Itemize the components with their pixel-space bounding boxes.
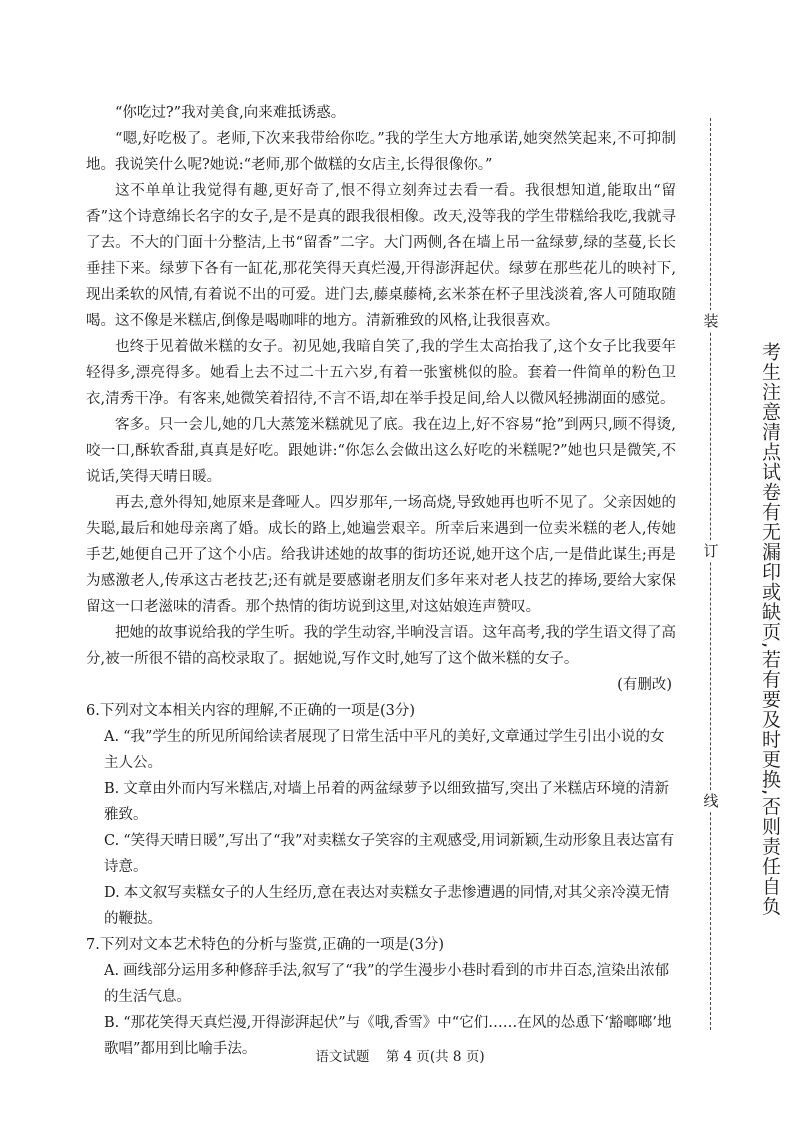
binding-dashed-line xyxy=(710,118,711,1030)
option-text: “那花笑得天真烂漫,开得澎湃起伏”与《哦,香雪》中“它们……在风的怂恿下‘豁啷啷’地歌唱”都用到比喻手法。 xyxy=(104,1015,672,1057)
question-7-option-a xyxy=(86,958,676,1010)
question-6-option-b xyxy=(86,776,676,828)
article-paragraph-7: 把她的故事说给我的学生听。我的学生动容,半晌没言语。这年高考,我的学生语文得了高分,被一所很不错的高校录取了。据她说,写作文时,她写了这个做米糕的女子。 xyxy=(86,625,676,667)
option-letter: A. xyxy=(104,729,120,745)
binding-mark-zhuang: 装 xyxy=(703,312,719,330)
question-6-option-a xyxy=(86,724,676,776)
option-text: “笑得天晴日暖”,写出了“我”对卖糕女子笑容的主观感受,用词新颖,生动形象且表达富有诗意。 xyxy=(104,833,675,875)
article-paragraph-4: 也终于见着做米糕的女子。初见她,我暗自笑了,我的学生太高抬我了,这个女子比我要年轻得多,漂亮得多。她看上去不过二十五六岁,有着一张蜜桃似的脸。套着一件简单的粉色卫衣,清秀干净。有客来,她微笑着招待,不言不语,却在举手投足间,给人以微风轻拂湖面的感觉。 xyxy=(86,339,676,407)
option-letter: D. xyxy=(104,885,120,901)
option-text: 本文叙写卖糕女子的人生经历,意在表达对卖糕女子悲惨遭遇的同情,对其父亲冷漠无情的鞭挞。 xyxy=(104,885,670,927)
article-paragraph-2: “嗯,好吃极了。老师,下次来我带给你吃。”我的学生大方地承诺,她突然笑起来,不可抑制地。我说笑什么呢?她说:“老师,那个做糕的女店主,长得很像你。” xyxy=(86,131,676,173)
article-paragraph-5: 客多。只一会儿,她的几大蒸笼米糕就见了底。我在边上,好不容易“抢”到两只,顾不得烫,咬一口,酥软香甜,真真是好吃。跟她讲:“你怎么会做出这么好吃的米糕呢?”她也只是微笑,不说话,笑得天晴日暖。 xyxy=(86,417,676,485)
option-letter: C. xyxy=(104,833,120,849)
article-content xyxy=(86,100,676,1062)
article-paragraph-6: 再去,意外得知,她原来是聋哑人。四岁那年,一场高烧,导致她再也听不见了。父亲因她的失聪,最后和她母亲离了婚。成长的路上,她遍尝艰辛。所幸后来遇到一位卖米糕的老人,传她手艺,她便自己开了这个小店。给我讲述她的故事的街坊还说,她开这个店,一是借此谋生;再是为感激老人,传承这古老技艺;还有就是要感谢老朋友们多年来对老人技艺的捧场,要给大家保留这一口老滋味的清香。那个热情的街坊说到这里,对这姑娘连声赞叹。 xyxy=(86,495,676,615)
exam-notice-vertical: 考生注意清点试卷有无漏印或缺页,若有要及时更换,否则责任自负 xyxy=(759,342,781,917)
option-text: 画线部分运用多种修辞手法,叙写了“我”的学生漫步小巷时看到的市井百态,渲染出浓郁的生活气息。 xyxy=(104,963,670,1005)
option-letter: B. xyxy=(104,1015,120,1031)
option-text: “我”学生的所见所闻给读者展现了日常生活中平凡的美好,文章通过学生引出小说的女主人公。 xyxy=(104,729,665,771)
article-paragraph-1: “你吃过?”我对美食,向来难抵诱惑。 xyxy=(115,105,346,121)
question-6 xyxy=(86,698,676,932)
footer-page-number: 第 4 页(共 8 页) xyxy=(385,1049,485,1065)
binding-mark-ding: 订 xyxy=(703,542,719,560)
question-7-stem: 7.下列对文本艺术特色的分析与鉴赏,正确的一项是(3分) xyxy=(86,937,444,953)
option-text: 文章由外而内写米糕店,对墙上吊着的两盆绿萝予以细致描写,突出了米糕店环境的清新雅致。 xyxy=(104,781,669,823)
footer-subject: 语文试题 xyxy=(315,1049,370,1065)
binding-mark-xian: 线 xyxy=(703,792,719,810)
question-6-option-c xyxy=(86,828,676,880)
article-paragraph-3: 这不单单让我觉得有趣,更好奇了,恨不得立刻奔过去看一看。我很想知道,能取出“留香”这个诗意绵长名字的女子,是不是真的跟我很相像。改天,没等我的学生带糕给我吃,我就寻了去。不大的门面十分整洁,上书“留香”二字。大门两侧,各在墙上吊一盆绿萝,绿的茎蔓,长长垂挂下来。绿萝下各有一缸花,那花笑得天真烂漫,开得澎湃起伏。绿萝在那些花儿的映衬下,现出柔软的风情,有着说不出的可爱。进门去,藤桌藤椅,玄米茶在杯子里浅淡着,客人可随取随喝。这不像是米糕店,倒像是喝咖啡的地方。清新雅致的风格,让我很喜欢。 xyxy=(86,183,676,329)
question-7 xyxy=(86,932,676,1062)
question-6-option-d xyxy=(86,880,676,932)
page-footer xyxy=(0,1045,800,1065)
question-6-stem: 6.下列对文本相关内容的理解,不正确的一项是(3分) xyxy=(86,703,415,719)
option-letter: A. xyxy=(104,963,120,979)
article-source-note: (有删改) xyxy=(617,677,672,693)
option-letter: B. xyxy=(104,781,120,797)
